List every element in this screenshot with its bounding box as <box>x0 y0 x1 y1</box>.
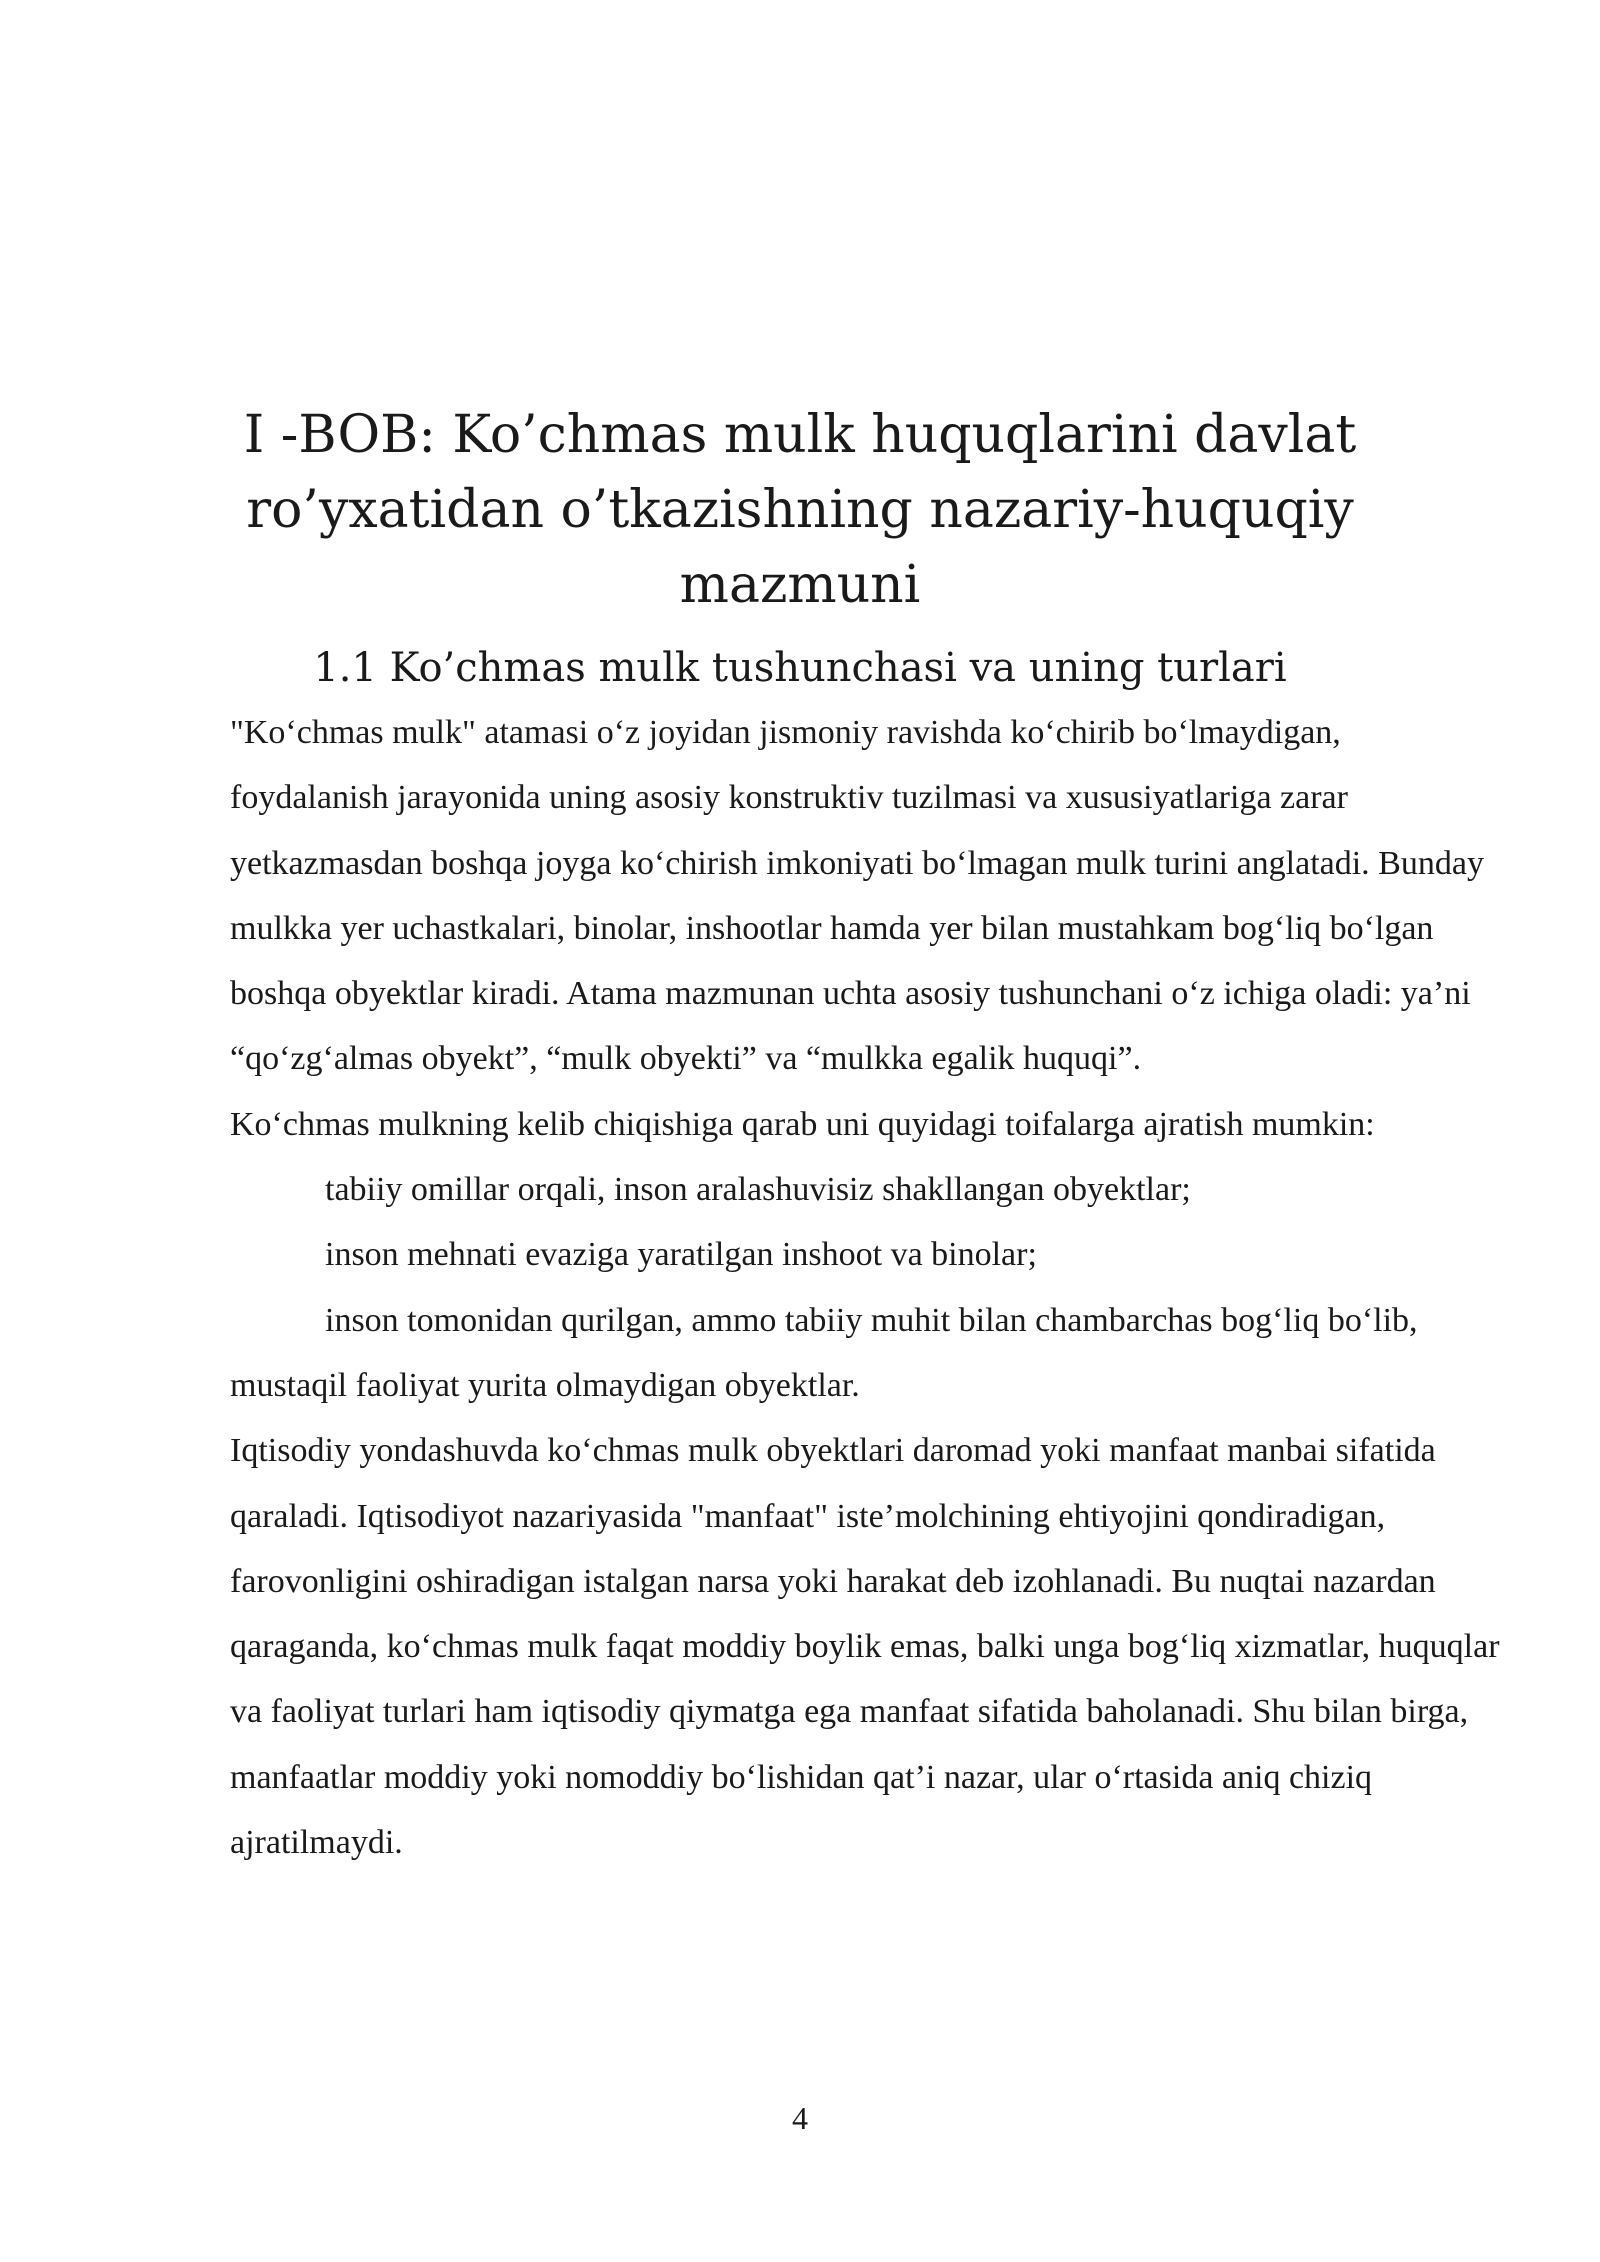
page-number: 4 <box>792 2100 808 2136</box>
chapter-title: I -BOB: Ko’chmas mulk huquqlarini davlat ro’yxatidan o’tkazishning nazariy-huquqiy mazmuni <box>243 405 1357 615</box>
paragraph-economic-approach: Iqtisodiy yondashuvda ko‘chmas mulk obyektlari daromad yoki manfaat manbai sifatida qaraladi. Iqtisodiyot nazariyasida "manfaat" iste’molchining ehtiyojini qondiradigan, farovonligini oshiradigan istalgan narsa yoki harakat deb izohlanadi. Bu nuqtai nazardan qaraganda, ko‘chmas mulk faqat moddiy boylik emas, balki unga bog‘liq xizmatlar, huquqlar va faoliyat turlari ham iqtisodiy qiymatga ega manfaat sifatida baholanadi. Shu bilan birga, manfaatlar moddiy yoki nomoddiy bo‘lishidan qat’i nazar, ular o‘rtasida aniq chiziq ajratilmaydi. <box>230 1432 1500 1862</box>
paragraph-definition: "Ko‘chmas mulk" atamasi o‘z joyidan jismoniy ravishda ko‘chirib bo‘lmaydigan, foydalanish jarayonida uning asosiy konstruktiv tuzilmasi va xususiyatlariga zarar yetkazmasdan boshqa joyga ko‘chirish imkoniyati bo‘lmagan mulk turini anglatadi. Bunday mulkka yer uchastkalari, binolar, inshootlar hamda yer bilan mustahkam bog‘liq bo‘lgan boshqa obyektlar kiradi. Atama mazmunan uchta asosiy tushunchani o‘z ichiga oladi: ya’ni “qo‘zg‘almas obyekt”, “mulk obyekti” va “mulkka egalik huquqi”. <box>230 714 1484 1078</box>
list-item-man-made-buildings: inson mehnati evaziga yaratilgan inshoot va binolar; <box>325 1236 1037 1274</box>
list-item-dependent-objects: inson tomonidan qurilgan, ammo tabiiy muhit bilan chambarchas bog‘liq bo‘lib, mustaqil faoliyat yurita olmaydigan obyektlar. <box>230 1301 1418 1404</box>
section-title: 1.1 Ko’chmas mulk tushunchasi va uning turlari <box>313 645 1287 691</box>
list-item-natural-objects: tabiiy omillar orqali, inson aralashuvisiz shakllangan obyektlar; <box>325 1171 1191 1209</box>
paragraph-categories-intro: Ko‘chmas mulkning kelib chiqishiga qarab uni quyidagi toifalarga ajratish mumkin: <box>230 1105 1375 1143</box>
body-text <box>230 700 1500 1875</box>
